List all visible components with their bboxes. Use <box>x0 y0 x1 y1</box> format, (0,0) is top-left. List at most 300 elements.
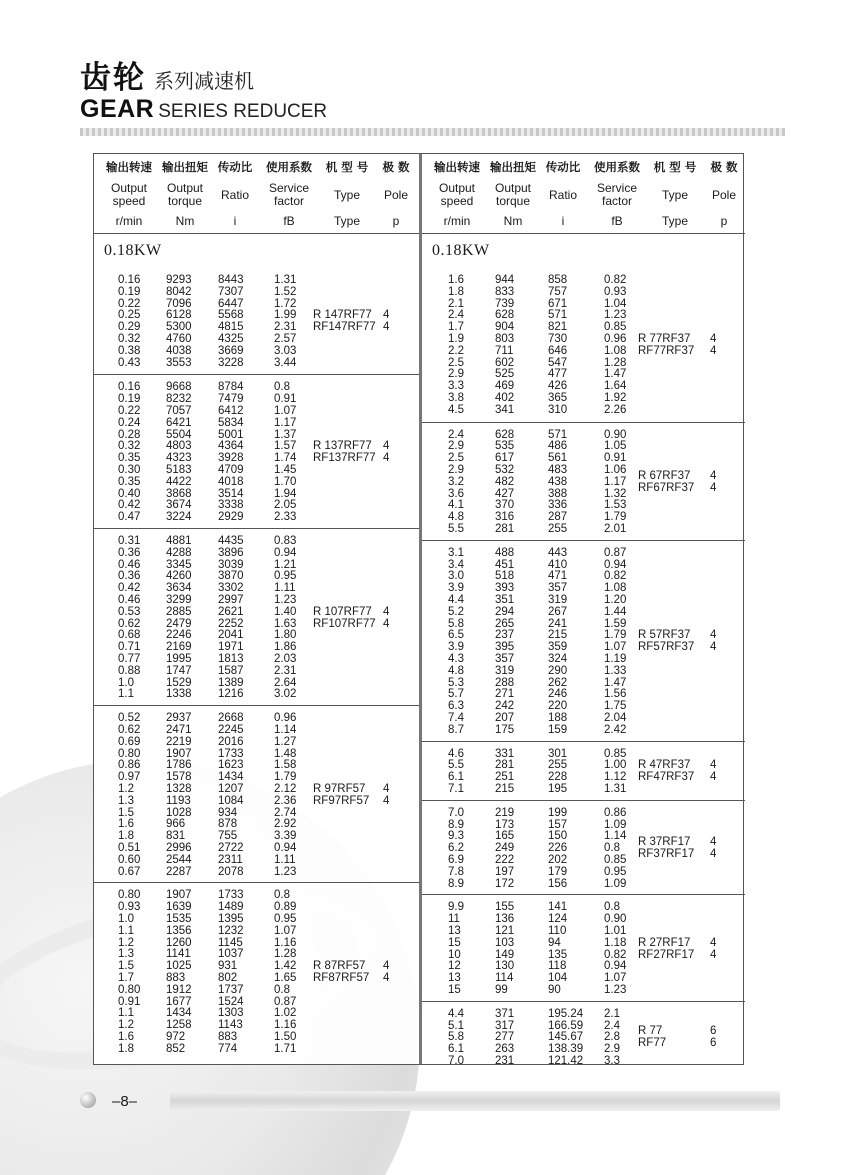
header-c5-en: Type <box>333 187 360 202</box>
cell-c3: 159 <box>548 723 568 736</box>
cell-c1: 6.9 <box>448 853 464 866</box>
cell-c3: 2621 <box>218 605 244 618</box>
cell-c2: 1912 <box>166 983 192 996</box>
cell-c4: 2.31 <box>274 664 297 677</box>
type-name: RF37RF17 <box>638 848 695 861</box>
cell-c3: 301 <box>548 747 568 760</box>
cell-c2: 3868 <box>166 487 192 500</box>
cell-c2: 2544 <box>166 853 192 866</box>
cell-c3: 2311 <box>218 853 243 866</box>
cell-c2: 2169 <box>166 641 192 654</box>
type-name: R 137RF77 <box>313 440 372 453</box>
column-header-c2 <box>484 154 542 232</box>
cell-c2: 1356 <box>166 924 192 937</box>
cell-c3: 671 <box>548 297 568 310</box>
cell-c1: 3.0 <box>448 570 464 583</box>
type-label-block <box>638 1025 717 1050</box>
type-label-block <box>313 960 390 984</box>
cell-c4: 0.87 <box>604 546 627 559</box>
table-row <box>94 901 419 913</box>
table-row <box>94 854 419 866</box>
power-rating-left: 0.18KW <box>104 242 162 259</box>
cell-c1: 0.40 <box>118 487 141 500</box>
cell-c2: 7096 <box>166 297 192 310</box>
column-header-c5 <box>644 154 706 232</box>
column-header-left <box>94 154 419 234</box>
table-row <box>94 925 419 937</box>
cell-c3: 2929 <box>218 511 244 524</box>
cell-c1: 0.19 <box>118 285 141 298</box>
pole-value: 4 <box>383 309 390 322</box>
cell-c2: 2246 <box>166 629 192 642</box>
type-name: R 97RF57 <box>313 782 366 795</box>
cell-c3: 5001 <box>218 428 244 441</box>
table-row <box>94 488 419 500</box>
cell-c1: 0.43 <box>118 356 141 369</box>
cell-c2: 904 <box>495 321 515 334</box>
cell-c2: 4260 <box>166 570 192 583</box>
title-en-main: GEAR <box>80 95 155 123</box>
cell-c2: 2885 <box>166 605 192 618</box>
cell-c1: 0.22 <box>118 404 141 417</box>
cell-c4: 1.94 <box>274 487 297 500</box>
table-row <box>422 819 745 831</box>
cell-c4: 1.32 <box>604 487 627 500</box>
cell-c1: 0.46 <box>118 594 141 606</box>
cell-c2: 172 <box>495 877 515 890</box>
cell-c2: 175 <box>495 723 515 736</box>
cell-c4: 1.06 <box>604 463 627 476</box>
table-row <box>422 440 745 452</box>
cell-c3: 365 <box>548 392 568 404</box>
cell-c3: 388 <box>548 487 568 500</box>
table-row <box>422 629 745 641</box>
cell-c1: 4.4 <box>448 593 464 606</box>
type-line <box>313 309 390 322</box>
cell-c1: 0.32 <box>118 440 141 453</box>
cell-c3: 150 <box>548 830 568 843</box>
cell-c4: 1.21 <box>274 558 297 571</box>
cell-c2: 215 <box>495 782 515 795</box>
table-row <box>94 795 419 807</box>
cell-c1: 0.16 <box>118 274 141 286</box>
table-row <box>94 830 419 842</box>
cell-c2: 3224 <box>166 511 192 524</box>
header-c4-sym: fB <box>611 214 623 228</box>
header-c6-sym: p <box>720 214 728 228</box>
cell-c1: 8.9 <box>448 877 464 890</box>
cell-c1: 6.3 <box>448 700 464 713</box>
cell-c1: 0.62 <box>118 723 141 736</box>
table-row <box>94 889 419 901</box>
cell-c2: 2471 <box>166 723 192 736</box>
table-row <box>94 629 419 641</box>
cell-c4: 1.14 <box>274 723 297 736</box>
table-row <box>422 925 745 937</box>
cell-c4: 1.31 <box>274 274 297 286</box>
cell-c3: 2016 <box>218 735 244 748</box>
cell-c1: 2.9 <box>448 440 464 453</box>
cell-c2: 518 <box>495 570 515 583</box>
header-c2-sym: Nm <box>175 214 195 228</box>
cell-c2: 237 <box>495 629 515 642</box>
cell-c3: 4018 <box>218 475 244 488</box>
cell-c4: 2.05 <box>274 499 297 512</box>
table-row <box>94 594 419 606</box>
cell-c3: 2252 <box>218 617 244 630</box>
type-line <box>638 481 717 494</box>
data-group-left-1 <box>94 374 419 528</box>
cell-c2: 2287 <box>166 865 192 878</box>
cell-c1: 7.4 <box>448 711 464 724</box>
cell-c2: 2937 <box>166 712 192 725</box>
cell-c2: 3345 <box>166 558 192 571</box>
cell-c4: 0.90 <box>604 428 627 441</box>
cell-c1: 11 <box>448 913 460 926</box>
column-header-c6 <box>374 154 418 232</box>
type-name: R 67RF37 <box>638 469 691 482</box>
cell-c1: 1.0 <box>118 912 134 925</box>
cell-c2: 395 <box>495 641 515 654</box>
cell-c3: 561 <box>548 452 568 465</box>
cell-c3: 858 <box>548 274 568 286</box>
cell-c1: 0.25 <box>118 309 141 322</box>
cell-c2: 265 <box>495 617 515 630</box>
cell-c1: 0.16 <box>118 381 141 394</box>
cell-c3: 4435 <box>218 535 244 547</box>
cell-c2: 281 <box>495 759 515 772</box>
cell-c3: 228 <box>548 771 568 784</box>
cell-c2: 4803 <box>166 440 192 453</box>
type-line <box>638 1025 717 1038</box>
table-row <box>422 488 745 500</box>
cell-c3: 802 <box>218 971 238 984</box>
table-row <box>422 878 745 890</box>
header-c3-cn: 传动比 <box>217 160 253 174</box>
pole-value: 6 <box>710 1025 717 1038</box>
type-label-block <box>638 629 717 654</box>
table-row <box>94 1007 419 1019</box>
type-name: RF147RF77 <box>313 321 376 334</box>
cell-c2: 482 <box>495 475 515 488</box>
column-header-c4 <box>586 154 648 232</box>
cell-c4: 1.09 <box>604 818 627 831</box>
cell-c2: 739 <box>495 297 515 310</box>
cell-c3: 410 <box>548 558 568 571</box>
cell-c2: 1025 <box>166 960 192 973</box>
table-row <box>94 677 419 689</box>
cell-c2: 8042 <box>166 285 192 298</box>
cell-c2: 4288 <box>166 546 192 559</box>
cell-c1: 9.3 <box>448 830 464 843</box>
table-row <box>94 464 419 476</box>
cell-c1: 1.8 <box>118 830 134 843</box>
cell-c3: 443 <box>548 546 568 559</box>
cell-c2: 451 <box>495 558 515 571</box>
column-header-c5 <box>316 154 378 232</box>
type-name: R 37RF17 <box>638 836 691 849</box>
header-c1-cn: 输出转速 <box>434 160 480 174</box>
cell-c1: 4.1 <box>448 499 464 512</box>
cell-c4: 0.96 <box>604 333 627 345</box>
cell-c2: 370 <box>495 499 515 512</box>
data-group-right-4 <box>422 800 745 895</box>
page-number: –8– <box>112 1093 138 1110</box>
type-line <box>313 971 390 984</box>
cell-c1: 1.1 <box>118 688 134 701</box>
cell-c4: 1.28 <box>604 356 627 369</box>
table-row <box>94 1043 419 1055</box>
cell-c4: 3.02 <box>274 688 297 701</box>
cell-c3: 215 <box>548 629 568 642</box>
cell-c3: 357 <box>548 582 568 595</box>
table-row <box>422 499 745 511</box>
type-label-block <box>313 440 390 465</box>
table-row <box>94 393 419 405</box>
cell-c4: 1.40 <box>274 605 297 618</box>
cell-c4: 1.08 <box>604 344 627 357</box>
cell-c4: 1.31 <box>604 782 627 795</box>
cell-c1: 5.8 <box>448 617 464 630</box>
header-c4-en: Service factor <box>268 181 309 208</box>
gear-reducer-table <box>93 153 744 1065</box>
cell-c1: 7.0 <box>448 806 464 819</box>
type-line <box>313 440 390 453</box>
table-row <box>422 559 745 571</box>
cell-c3: 6447 <box>218 297 244 310</box>
data-group-right-0 <box>422 268 745 422</box>
type-line <box>638 848 717 861</box>
cell-c3: 310 <box>548 403 568 416</box>
cell-c4: 0.82 <box>604 570 627 583</box>
cell-c2: 628 <box>495 309 515 322</box>
cell-c3: 188 <box>548 711 568 724</box>
table-row <box>422 547 745 559</box>
type-line <box>638 333 717 345</box>
pole-value: 4 <box>383 960 390 973</box>
cell-c3: 730 <box>548 333 568 345</box>
cell-c3: 94 <box>548 936 561 949</box>
cell-c3: 1813 <box>218 653 244 665</box>
cell-c1: 4.3 <box>448 652 464 665</box>
cell-c2: 173 <box>495 818 515 831</box>
cell-c3: 138.39 <box>548 1043 584 1056</box>
table-row <box>94 996 419 1008</box>
type-name: R 77 <box>638 1025 663 1038</box>
cell-c2: 525 <box>495 368 515 381</box>
cell-c1: 0.69 <box>118 735 141 748</box>
cell-c4: 1.18 <box>604 936 627 949</box>
cell-c4: 1.53 <box>604 499 627 512</box>
cell-c3: 290 <box>548 664 568 677</box>
type-name: RF47RF37 <box>638 771 695 784</box>
cell-c2: 1747 <box>166 664 192 677</box>
table-row <box>94 712 419 724</box>
type-name: R 27RF17 <box>638 936 691 949</box>
table-row <box>422 286 745 298</box>
type-line <box>313 452 390 465</box>
table-row <box>422 759 745 771</box>
table-row <box>94 984 419 996</box>
cell-c4: 1.47 <box>604 368 627 381</box>
header-c4-cn: 使用系数 <box>594 160 640 174</box>
header-c5-cn: 机 型 号 <box>653 160 697 174</box>
pole-value: 4 <box>710 481 717 494</box>
cell-c3: 1143 <box>218 1019 243 1032</box>
cell-c3: 202 <box>548 853 568 866</box>
type-name: R 87RF57 <box>313 960 366 973</box>
cell-c2: 317 <box>495 1019 515 1032</box>
cell-c2: 99 <box>495 983 508 996</box>
pole-value: 4 <box>383 782 390 795</box>
cell-c2: 628 <box>495 428 515 441</box>
cell-c4: 1.01 <box>604 924 627 937</box>
table-row <box>94 570 419 582</box>
cell-c3: 3928 <box>218 452 244 465</box>
cell-c2: 351 <box>495 593 515 606</box>
cell-c3: 241 <box>548 617 568 630</box>
cell-c1: 0.31 <box>118 535 141 547</box>
table-row <box>94 429 419 441</box>
cell-c2: 6128 <box>166 309 192 322</box>
cell-c4: 0.85 <box>604 321 627 334</box>
cell-c3: 755 <box>218 830 238 843</box>
cell-c4: 3.44 <box>274 356 297 369</box>
header-c5-cn: 机 型 号 <box>325 160 369 174</box>
cell-c2: 249 <box>495 842 515 855</box>
cell-c1: 0.80 <box>118 747 141 760</box>
type-line <box>638 629 717 642</box>
cell-c4: 1.00 <box>604 759 627 772</box>
title-english <box>80 95 327 124</box>
cell-c4: 0.82 <box>604 274 627 286</box>
table-row <box>94 948 419 960</box>
cell-c2: 1260 <box>166 936 192 949</box>
cell-c1: 10 <box>448 948 461 961</box>
data-group-left-2 <box>94 528 419 705</box>
header-c1-sym: r/min <box>443 214 471 228</box>
cell-c3: 166.59 <box>548 1019 584 1032</box>
cell-c2: 316 <box>495 511 515 524</box>
cell-c4: 0.95 <box>604 865 627 878</box>
pole-value: 4 <box>710 641 717 654</box>
cell-c4: 1.86 <box>274 641 297 654</box>
cell-c3: 2668 <box>218 712 244 725</box>
cell-c1: 1.5 <box>118 806 134 819</box>
table-row <box>422 1031 745 1043</box>
header-c6-cn: 极 数 <box>382 160 410 174</box>
type-line <box>638 344 717 357</box>
type-line <box>313 782 390 795</box>
pole-value: 4 <box>383 452 390 465</box>
cell-c2: 207 <box>495 711 515 724</box>
cell-c3: 156 <box>548 877 568 890</box>
cell-c3: 571 <box>548 309 568 322</box>
cell-c2: 488 <box>495 546 515 559</box>
table-row <box>422 937 745 949</box>
cell-c3: 1037 <box>218 948 244 961</box>
cell-c1: 4.8 <box>448 511 464 524</box>
cell-c2: 9668 <box>166 381 192 394</box>
cell-c4: 1.08 <box>604 582 627 595</box>
cell-c3: 220 <box>548 700 568 713</box>
cell-c1: 2.4 <box>448 309 464 322</box>
cell-c2: 803 <box>495 333 515 345</box>
cell-c1: 0.52 <box>118 712 141 725</box>
cell-c3: 1623 <box>218 759 244 772</box>
table-row <box>422 665 745 677</box>
cell-c4: 0.96 <box>274 712 297 725</box>
cell-c1: 3.8 <box>448 392 464 404</box>
cell-c2: 103 <box>495 936 515 949</box>
table-row <box>94 476 419 488</box>
table-row <box>422 854 745 866</box>
cell-c3: 199 <box>548 806 568 819</box>
cell-c2: 883 <box>166 971 186 984</box>
table-right-half <box>422 154 745 1067</box>
cell-c1: 0.62 <box>118 617 141 630</box>
cell-c3: 145.67 <box>548 1031 584 1044</box>
cell-c2: 130 <box>495 960 515 973</box>
cell-c3: 336 <box>548 499 568 512</box>
cell-c2: 1786 <box>166 759 192 772</box>
cell-c3: 1524 <box>218 995 244 1008</box>
cell-c3: 4709 <box>218 463 244 476</box>
cell-c2: 1328 <box>166 782 192 795</box>
table-row <box>94 842 419 854</box>
cell-c4: 1.99 <box>274 309 297 322</box>
cell-c4: 2.74 <box>274 806 297 819</box>
pole-value: 4 <box>383 794 390 807</box>
table-row <box>94 771 419 783</box>
table-row <box>94 547 419 559</box>
cell-c2: 6421 <box>166 416 192 429</box>
table-row <box>94 866 419 878</box>
cell-c2: 155 <box>495 901 515 914</box>
table-row <box>422 464 745 476</box>
data-group-right-3 <box>422 741 745 800</box>
table-row <box>422 345 745 357</box>
cell-c4: 2.57 <box>274 333 297 345</box>
cell-c3: 135 <box>548 948 568 961</box>
cell-c1: 0.22 <box>118 297 141 310</box>
cell-c1: 7.8 <box>448 865 464 878</box>
table-row <box>94 937 419 949</box>
data-group-left-3 <box>94 705 419 882</box>
cell-c1: 3.2 <box>448 475 464 488</box>
cell-c4: 1.80 <box>274 629 297 642</box>
column-header-right <box>422 154 745 234</box>
table-row <box>422 368 745 380</box>
cell-c1: 5.5 <box>448 759 464 772</box>
cell-c3: 483 <box>548 463 568 476</box>
page-header <box>80 52 327 124</box>
pole-value: 4 <box>710 848 717 861</box>
cell-c4: 2.1 <box>604 1007 620 1020</box>
table-row <box>422 511 745 523</box>
table-row <box>94 748 419 760</box>
cell-c1: 7.1 <box>448 782 464 795</box>
cell-c3: 3302 <box>218 582 244 595</box>
cell-c4: 0.8 <box>274 889 290 902</box>
cell-c4: 1.12 <box>604 771 627 784</box>
cell-c4: 0.94 <box>604 960 627 973</box>
cell-c3: 878 <box>218 818 238 831</box>
table-row <box>94 783 419 795</box>
cell-c1: 4.5 <box>448 403 464 416</box>
title-en-sub: SERIES REDUCER <box>158 101 328 122</box>
cell-c2: 1907 <box>166 889 192 902</box>
